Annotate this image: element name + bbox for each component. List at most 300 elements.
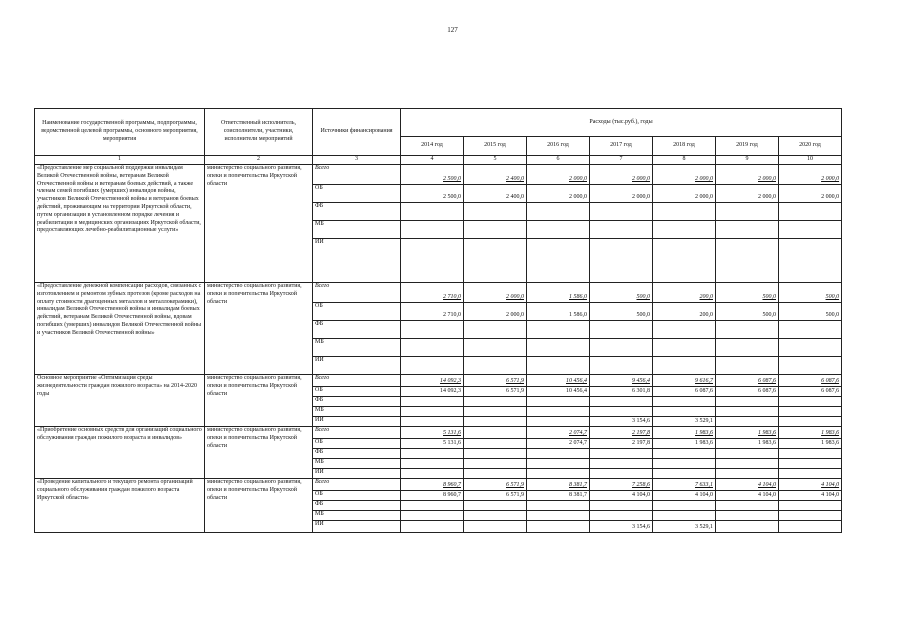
expense-cell [464,321,527,339]
expense-value: 10 456,4 [566,378,587,385]
expense-cell [464,387,527,397]
expense-cell [527,427,590,439]
expense-cell [464,283,527,303]
expense-cell [401,459,464,469]
expense-cell [590,469,653,479]
expense-cell [653,185,716,203]
expense-cell [464,397,527,407]
expense-value: 3 154,6 [632,524,650,531]
expense-value: 14 092,3 [440,378,461,385]
expense-cell [653,397,716,407]
expense-cell [527,439,590,449]
expense-cell [464,339,527,357]
expense-cell [716,303,779,321]
expense-cell [716,221,779,239]
funding-source: МБ [313,407,401,417]
expense-cell [401,449,464,459]
expense-cell [401,375,464,387]
expense-value: 2 197,8 [632,440,650,447]
expense-value: 500,0 [825,312,840,319]
expense-cell [716,321,779,339]
expense-cell [779,521,842,533]
expense-value: 500,0 [636,294,650,301]
expense-value: 2 074,7 [569,430,587,437]
expense-value: 2 000,0 [695,194,713,201]
expense-cell [527,459,590,469]
expense-value: 2 000,0 [821,194,840,201]
expense-cell [716,427,779,439]
expense-cell [464,439,527,449]
expense-value: 4 104,0 [821,482,840,489]
expense-cell [653,321,716,339]
expense-cell [590,407,653,417]
table-row [35,165,842,185]
expense-cell [653,339,716,357]
expense-cell [401,221,464,239]
expense-cell [590,203,653,221]
expense-cell [779,397,842,407]
funding-source: Всего [313,375,401,387]
expense-cell [464,427,527,439]
funding-source: ОБ [313,491,401,501]
expense-cell [401,521,464,533]
funding-source: Всего [313,283,401,303]
measure-executor: министерство социального развития, опеки и попечительства Иркутской области [205,375,313,427]
expense-cell [653,511,716,521]
expense-value: 8 381,7 [569,492,587,499]
expense-value: 2 000,0 [821,176,840,183]
expense-cell [653,449,716,459]
expense-cell [464,375,527,387]
expense-cell [779,203,842,221]
expense-cell [464,357,527,375]
expense-cell [653,501,716,511]
column-number: 10 [779,156,842,165]
expense-cell [653,375,716,387]
expense-value: 6 087,6 [758,388,776,395]
expense-value: 2 400,0 [506,176,524,183]
expense-cell [653,221,716,239]
expense-cell [653,469,716,479]
measure-name: «Приобретение основных средств для организаций социального обслуживания граждан пожилого возраста и инвалидов» [35,427,205,479]
expense-value: 1 586,0 [569,312,587,319]
expense-cell [590,339,653,357]
expense-cell [653,417,716,427]
expense-cell [401,339,464,357]
funding-source: ФБ [313,501,401,511]
expense-cell [590,397,653,407]
expense-cell [527,283,590,303]
table-row [35,479,842,491]
expense-cell [527,479,590,491]
column-number: 2 [205,156,313,165]
financing-table [34,108,842,533]
expense-cell [527,357,590,375]
expense-cell [590,459,653,469]
expense-cell [401,501,464,511]
expense-cell [653,203,716,221]
expense-value: 8 381,7 [569,482,587,489]
expense-value: 2 710,0 [443,312,461,319]
expense-cell [779,501,842,511]
expense-cell [527,397,590,407]
expense-cell [779,239,842,283]
expense-cell [779,427,842,439]
expense-value: 1 983,6 [821,440,840,447]
expense-cell [401,491,464,501]
measure-name: «Проведение капитального и текущего ремонта организаций социального обслуживания граждан пожилого возраста Иркутской области» [35,479,205,533]
expense-cell [401,511,464,521]
funding-source: ИИ [313,417,401,427]
expense-cell [716,479,779,491]
expense-cell [716,283,779,303]
expense-cell [401,407,464,417]
table-row [35,283,842,303]
column-number: 9 [716,156,779,165]
expense-value: 4 104,0 [758,492,776,499]
expense-value: 1 983,6 [695,440,713,447]
expense-value: 14 092,3 [440,388,461,395]
expense-cell [653,491,716,501]
expense-cell [464,165,527,185]
expense-cell [401,479,464,491]
expense-cell [653,387,716,397]
expense-cell [401,165,464,185]
expense-value: 2 000,0 [632,194,650,201]
expense-value: 6 571,9 [506,482,524,489]
expense-value: 200,0 [699,294,713,301]
column-number: 4 [401,156,464,165]
expense-cell [590,427,653,439]
expense-cell [716,397,779,407]
expense-cell [653,439,716,449]
funding-source: ОБ [313,185,401,203]
column-number: 7 [590,156,653,165]
expense-cell [653,521,716,533]
expense-cell [464,239,527,283]
expense-cell [464,449,527,459]
measure-name: «Предоставление мер социальной поддержки инвалидам Великой Отечественной войны, ветеранам Великой Отечественной войны и ветеранам боевых действий, а также членам семей погибших (умерших) инвалидов войны, участников Великой Отечественной войны и ветеранов боевых действий, проживающим на территории Иркутской области, путем организации в установленном порядке лечения и реабилитации в медицинских организациях Иркутской области, предоставляющих лечебно-реабилитационные услуги» [35,165,205,283]
expense-cell [590,479,653,491]
expense-cell [716,521,779,533]
expense-value: 200,0 [699,312,713,319]
table-row [35,427,842,439]
expense-value: 6 571,9 [506,388,524,395]
header-year: 2017 год [590,137,653,156]
expense-value: 4 104,0 [821,492,840,499]
expense-cell [653,357,716,375]
expense-cell [464,511,527,521]
expense-cell [401,321,464,339]
header-source: Источники финансирования [313,109,401,156]
expense-cell [716,491,779,501]
expense-value: 10 456,4 [566,388,587,395]
expense-value: 2 500,0 [443,194,461,201]
expense-cell [779,357,842,375]
expense-value: 500,0 [636,312,650,319]
funding-source: ФБ [313,397,401,407]
expense-cell [464,407,527,417]
expense-cell [527,449,590,459]
expense-cell [527,221,590,239]
expense-cell [779,387,842,397]
expense-value: 8 960,7 [443,492,461,499]
column-number: 8 [653,156,716,165]
expense-cell [590,239,653,283]
funding-source: ФБ [313,203,401,221]
expense-cell [401,283,464,303]
funding-source: МБ [313,339,401,357]
funding-source: ОБ [313,303,401,321]
expense-cell [590,521,653,533]
expense-cell [401,185,464,203]
expense-cell [716,459,779,469]
expense-cell [716,501,779,511]
header-expenses: Расходы (тыс.руб.), годы [401,109,842,137]
expense-value: 6 087,6 [821,388,840,395]
funding-source: Всего [313,165,401,185]
expense-cell [590,491,653,501]
expense-cell [779,407,842,417]
header-year: 2016 год [527,137,590,156]
expense-cell [527,521,590,533]
expense-cell [464,303,527,321]
expense-cell [716,375,779,387]
expense-cell [401,387,464,397]
expense-cell [590,321,653,339]
expense-cell [779,449,842,459]
column-number: 3 [313,156,401,165]
expense-cell [464,501,527,511]
header-executor: Ответственный исполнитель, соисполнители, участники, исполнители мероприятий [205,109,313,156]
expense-cell [779,165,842,185]
funding-source: ИИ [313,357,401,375]
expense-value: 6 571,9 [506,492,524,499]
funding-source: ОБ [313,387,401,397]
expense-cell [464,479,527,491]
funding-source: ФБ [313,449,401,459]
header-year: 2015 год [464,137,527,156]
expense-cell [779,303,842,321]
expense-cell [716,417,779,427]
expense-value: 500,0 [762,294,776,301]
expense-value: 7 258,6 [632,482,650,489]
funding-source: МБ [313,459,401,469]
expense-value: 1 983,6 [695,430,713,437]
expense-cell [464,221,527,239]
expense-cell [464,203,527,221]
expense-value: 6 087,6 [695,388,713,395]
expense-value: 8 960,7 [443,482,461,489]
expense-cell [716,449,779,459]
expense-cell [401,239,464,283]
expense-cell [779,459,842,469]
expense-value: 2 000,0 [632,176,650,183]
expense-value: 1 983,6 [821,430,840,437]
expense-value: 2 500,0 [443,176,461,183]
expense-cell [464,417,527,427]
expense-cell [401,203,464,221]
expense-cell [653,407,716,417]
expense-cell [527,491,590,501]
measure-executor: министерство социального развития, опеки и попечительства Иркутской области [205,283,313,375]
page-number: 127 [447,26,458,34]
expense-cell [653,303,716,321]
expense-cell [779,439,842,449]
measure-name: Основное мероприятие «Оптимизация среды жизнедеятельности граждан пожилого возраста» на 2014-2020 годы [35,375,205,427]
funding-source: ИИ [313,521,401,533]
expense-value: 2 000,0 [506,312,524,319]
column-number: 5 [464,156,527,165]
expense-value: 500,0 [762,312,776,319]
funding-source: Всего [313,479,401,491]
funding-source: ФБ [313,321,401,339]
expense-cell [779,283,842,303]
expense-cell [401,397,464,407]
expense-value: 6 087,6 [821,378,840,385]
expense-cell [590,439,653,449]
expense-cell [464,491,527,501]
expense-cell [779,479,842,491]
expense-cell [590,221,653,239]
expense-cell [716,203,779,221]
expense-value: 3 529,1 [695,524,713,531]
expense-value: 6 301,8 [632,388,650,395]
expense-cell [527,165,590,185]
expense-cell [716,357,779,375]
expense-value: 2 074,7 [569,440,587,447]
expense-value: 1 586,0 [569,294,587,301]
expense-value: 2 000,0 [569,176,587,183]
header-year: 2018 год [653,137,716,156]
expense-cell [779,417,842,427]
expense-cell [590,283,653,303]
expense-cell [653,165,716,185]
expense-value: 5 131,6 [443,440,461,447]
expense-cell [590,501,653,511]
expense-cell [653,239,716,283]
expense-cell [590,165,653,185]
expense-cell [716,407,779,417]
expense-cell [401,303,464,321]
expense-cell [779,185,842,203]
expense-value: 1 983,6 [758,430,776,437]
expense-cell [527,239,590,283]
expense-value: 6 087,6 [758,378,776,385]
expense-cell [527,339,590,357]
expense-cell [527,203,590,221]
expense-cell [527,387,590,397]
funding-source: ИИ [313,469,401,479]
table-row [35,375,842,387]
expense-cell [464,521,527,533]
expense-value: 9 616,7 [695,378,713,385]
expense-value: 4 104,0 [695,492,713,499]
expense-cell [401,439,464,449]
expense-cell [653,459,716,469]
expense-cell [779,321,842,339]
expense-cell [464,185,527,203]
header-name: Наименование государственной программы, подпрограммы, ведомственной целевой программы, основного мероприятия, мероприятия [35,109,205,156]
funding-source: МБ [313,221,401,239]
expense-cell [779,339,842,357]
expense-cell [590,357,653,375]
expense-value: 2 000,0 [569,194,587,201]
expense-cell [527,321,590,339]
expense-cell [779,375,842,387]
expense-cell [401,357,464,375]
measure-name: «Предоставление денежной компенсации расходов, связанных с изготовлением и ремонтом зубных протезов (кроме расходов на оплату стоимости драгоценных металлов и металлокерамики), инвалидам Великой Отечественной войны и инвалидам боевых действий, ветеранам Великой Отечественной войны, вдовам погибших (умерших) инвалидов Великой Отечественной войны и участников Великой Отечественной войны» [35,283,205,375]
measure-executor: министерство социального развития, опеки и попечительства Иркутской области [205,479,313,533]
expense-value: 2 197,8 [632,430,650,437]
expense-value: 4 104,0 [758,482,776,489]
funding-source: Всего [313,427,401,439]
expense-cell [779,511,842,521]
expense-cell [590,417,653,427]
expense-value: 9 456,4 [632,378,650,385]
expense-cell [527,303,590,321]
measure-executor: министерство социального развития, опеки и попечительства Иркутской области [205,427,313,479]
expense-cell [401,417,464,427]
expense-cell [653,283,716,303]
expense-cell [779,469,842,479]
expense-cell [653,479,716,491]
funding-source: МБ [313,511,401,521]
expense-cell [779,491,842,501]
expense-cell [779,221,842,239]
measure-executor: министерство социального развития, опеки и попечительства Иркутской области [205,165,313,283]
expense-cell [590,387,653,397]
expense-value: 2 000,0 [758,176,776,183]
expense-cell [716,387,779,397]
expense-cell [590,375,653,387]
expense-cell [527,469,590,479]
expense-cell [527,417,590,427]
expense-cell [464,469,527,479]
expense-cell [716,165,779,185]
expense-value: 2 000,0 [758,194,776,201]
expense-cell [716,469,779,479]
expense-value: 4 104,0 [632,492,650,499]
expense-value: 500,0 [825,294,840,301]
expense-cell [716,439,779,449]
expense-value: 3 529,1 [695,418,713,425]
expense-value: 2 710,0 [443,294,461,301]
expense-value: 2 000,0 [695,176,713,183]
expense-value: 7 633,1 [695,482,713,489]
expense-value: 2 400,0 [506,194,524,201]
expense-cell [527,501,590,511]
expense-value: 1 983,6 [758,440,776,447]
expense-cell [716,511,779,521]
expense-cell [401,427,464,439]
expense-value: 6 571,9 [506,378,524,385]
expense-cell [716,239,779,283]
expense-value: 5 131,6 [443,430,461,437]
funding-source: ОБ [313,439,401,449]
header-year: 2020 год [779,137,842,156]
expense-cell [527,185,590,203]
expense-cell [527,375,590,387]
expense-cell [590,185,653,203]
expense-cell [716,185,779,203]
column-number: 1 [35,156,205,165]
expense-cell [401,469,464,479]
expense-cell [527,407,590,417]
funding-source: ИИ [313,239,401,283]
column-number: 6 [527,156,590,165]
header-year: 2014 год [401,137,464,156]
